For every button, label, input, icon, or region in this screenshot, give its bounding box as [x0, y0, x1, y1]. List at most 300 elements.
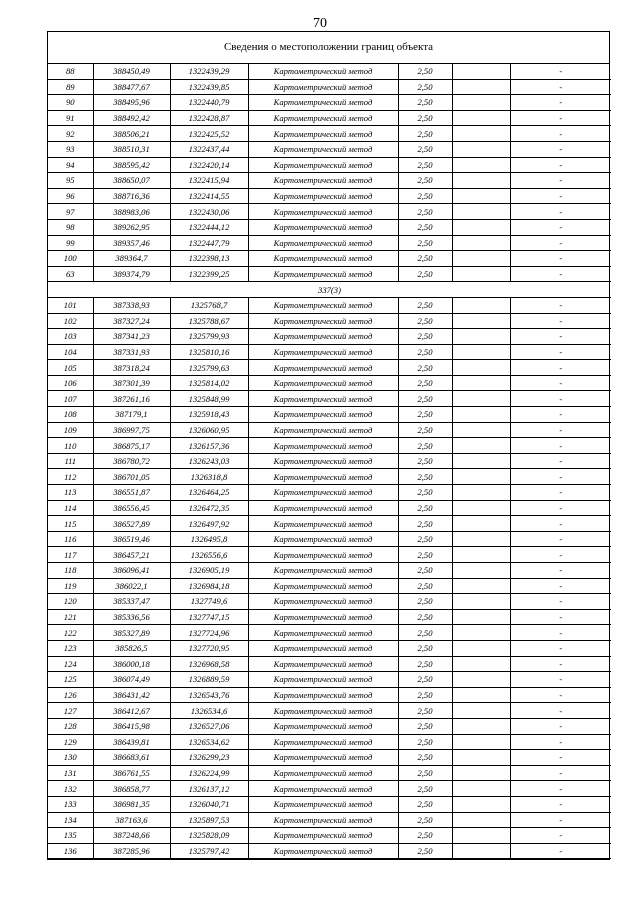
- x-coordinate-cell: 386415,98: [93, 718, 170, 734]
- y-coordinate-cell: 1322430,06: [170, 204, 248, 220]
- description-cell: -: [510, 141, 611, 157]
- description-cell: -: [510, 547, 611, 563]
- y-coordinate-cell: 1326556,6: [170, 547, 248, 563]
- method-cell: Картометрический метод: [248, 219, 398, 235]
- x-coordinate-cell: 389374,79: [93, 266, 170, 282]
- point-number-cell: 133: [48, 796, 93, 812]
- x-coordinate-cell: 388716,36: [93, 188, 170, 204]
- point-number-cell: 102: [48, 313, 93, 329]
- x-coordinate-cell: 386997,75: [93, 422, 170, 438]
- point-number-cell: 109: [48, 422, 93, 438]
- description-cell: -: [510, 64, 611, 79]
- accuracy-cell: 2,50: [398, 609, 452, 625]
- y-coordinate-cell: 1326905,19: [170, 563, 248, 579]
- method-cell: Картометрический метод: [248, 141, 398, 157]
- x-coordinate-cell: 385337,47: [93, 594, 170, 610]
- coordinates-table-body: [48, 64, 611, 859]
- table-row: [48, 79, 611, 95]
- y-coordinate-cell: 1326464,25: [170, 485, 248, 501]
- y-coordinate-cell: 1326137,12: [170, 781, 248, 797]
- x-coordinate-cell: 389262,95: [93, 219, 170, 235]
- y-coordinate-cell: 1325788,67: [170, 313, 248, 329]
- method-cell: Картометрический метод: [248, 110, 398, 126]
- description-cell: -: [510, 95, 611, 111]
- point-number-cell: 127: [48, 703, 93, 719]
- x-coordinate-cell: 386022,1: [93, 578, 170, 594]
- method-cell: Картометрический метод: [248, 750, 398, 766]
- table-row: [48, 656, 611, 672]
- description-cell: -: [510, 578, 611, 594]
- x-coordinate-cell: 386875,17: [93, 438, 170, 454]
- x-coordinate-cell: 387248,66: [93, 828, 170, 844]
- method-cell: Картометрический метод: [248, 734, 398, 750]
- table-row: [48, 516, 611, 532]
- accuracy-cell: 2,50: [398, 188, 452, 204]
- description-cell: -: [510, 687, 611, 703]
- method-cell: Картометрический метод: [248, 297, 398, 313]
- point-number-cell: 103: [48, 329, 93, 345]
- method-cell: Картометрический метод: [248, 781, 398, 797]
- description-cell: -: [510, 266, 611, 282]
- description-cell: -: [510, 235, 611, 251]
- method-cell: Картометрический метод: [248, 485, 398, 501]
- point-number-cell: 88: [48, 64, 93, 79]
- table-row: [48, 750, 611, 766]
- extra-cell: [452, 796, 510, 812]
- accuracy-cell: 2,50: [398, 329, 452, 345]
- x-coordinate-cell: 388506,21: [93, 126, 170, 142]
- point-number-cell: 98: [48, 219, 93, 235]
- y-coordinate-cell: 1327747,15: [170, 609, 248, 625]
- point-number-cell: 104: [48, 344, 93, 360]
- point-number-cell: 105: [48, 360, 93, 376]
- table-row: [48, 812, 611, 828]
- table-row: [48, 407, 611, 423]
- extra-cell: [452, 578, 510, 594]
- method-cell: Картометрический метод: [248, 407, 398, 423]
- accuracy-cell: 2,50: [398, 266, 452, 282]
- table-row: [48, 251, 611, 267]
- description-cell: -: [510, 313, 611, 329]
- x-coordinate-cell: 388492,42: [93, 110, 170, 126]
- extra-cell: [452, 157, 510, 173]
- description-cell: -: [510, 734, 611, 750]
- method-cell: Картометрический метод: [248, 640, 398, 656]
- accuracy-cell: 2,50: [398, 422, 452, 438]
- table-row: [48, 110, 611, 126]
- table-row: [48, 718, 611, 734]
- table-row: [48, 594, 611, 610]
- description-cell: -: [510, 204, 611, 220]
- accuracy-cell: 2,50: [398, 812, 452, 828]
- y-coordinate-cell: 1326534,62: [170, 734, 248, 750]
- method-cell: Картометрический метод: [248, 126, 398, 142]
- point-number-cell: 90: [48, 95, 93, 111]
- method-cell: Картометрический метод: [248, 422, 398, 438]
- point-number-cell: 120: [48, 594, 93, 610]
- y-coordinate-cell: 1326318,8: [170, 469, 248, 485]
- accuracy-cell: 2,50: [398, 313, 452, 329]
- point-number-cell: 96: [48, 188, 93, 204]
- x-coordinate-cell: 386000,18: [93, 656, 170, 672]
- x-coordinate-cell: 386858,77: [93, 781, 170, 797]
- table-row: [48, 266, 611, 282]
- extra-cell: [452, 360, 510, 376]
- y-coordinate-cell: 1325810,16: [170, 344, 248, 360]
- extra-cell: [452, 828, 510, 844]
- extra-cell: [452, 781, 510, 797]
- y-coordinate-cell: 1326968,58: [170, 656, 248, 672]
- table-row: [48, 703, 611, 719]
- table-row: [48, 141, 611, 157]
- method-cell: Картометрический метод: [248, 344, 398, 360]
- extra-cell: [452, 344, 510, 360]
- method-cell: Картометрический метод: [248, 516, 398, 532]
- method-cell: Картометрический метод: [248, 625, 398, 641]
- description-cell: -: [510, 329, 611, 345]
- accuracy-cell: 2,50: [398, 547, 452, 563]
- description-cell: -: [510, 251, 611, 267]
- extra-cell: [452, 204, 510, 220]
- x-coordinate-cell: 385336,56: [93, 609, 170, 625]
- description-cell: -: [510, 485, 611, 501]
- x-coordinate-cell: 386096,41: [93, 563, 170, 579]
- point-number-cell: 118: [48, 563, 93, 579]
- description-cell: -: [510, 188, 611, 204]
- method-cell: Картометрический метод: [248, 687, 398, 703]
- description-cell: -: [510, 453, 611, 469]
- method-cell: Картометрический метод: [248, 251, 398, 267]
- extra-cell: [452, 469, 510, 485]
- description-cell: -: [510, 126, 611, 142]
- accuracy-cell: 2,50: [398, 344, 452, 360]
- y-coordinate-cell: 1327749,6: [170, 594, 248, 610]
- extra-cell: [452, 110, 510, 126]
- method-cell: Картометрический метод: [248, 547, 398, 563]
- accuracy-cell: 2,50: [398, 656, 452, 672]
- description-cell: -: [510, 110, 611, 126]
- extra-cell: [452, 64, 510, 79]
- accuracy-cell: 2,50: [398, 625, 452, 641]
- table-row: [48, 297, 611, 313]
- extra-cell: [452, 750, 510, 766]
- method-cell: Картометрический метод: [248, 64, 398, 79]
- page-number: 70: [313, 16, 327, 31]
- y-coordinate-cell: 1322444,12: [170, 219, 248, 235]
- description-cell: -: [510, 718, 611, 734]
- point-number-cell: 132: [48, 781, 93, 797]
- method-cell: Картометрический метод: [248, 718, 398, 734]
- point-number-cell: 107: [48, 391, 93, 407]
- description-cell: -: [510, 469, 611, 485]
- description-cell: -: [510, 391, 611, 407]
- method-cell: Картометрический метод: [248, 796, 398, 812]
- description-cell: -: [510, 703, 611, 719]
- accuracy-cell: 2,50: [398, 391, 452, 407]
- point-number-cell: 125: [48, 672, 93, 688]
- point-number-cell: 122: [48, 625, 93, 641]
- x-coordinate-cell: 387285,96: [93, 843, 170, 859]
- description-cell: -: [510, 157, 611, 173]
- y-coordinate-cell: 1322439,29: [170, 64, 248, 79]
- x-coordinate-cell: 386683,61: [93, 750, 170, 766]
- description-cell: -: [510, 360, 611, 376]
- accuracy-cell: 2,50: [398, 594, 452, 610]
- point-number-cell: 111: [48, 453, 93, 469]
- x-coordinate-cell: 386556,45: [93, 500, 170, 516]
- y-coordinate-cell: 1325814,02: [170, 375, 248, 391]
- extra-cell: [452, 672, 510, 688]
- point-number-cell: 93: [48, 141, 93, 157]
- table-row: [48, 188, 611, 204]
- table-row: [48, 672, 611, 688]
- method-cell: Картометрический метод: [248, 204, 398, 220]
- extra-cell: [452, 266, 510, 282]
- y-coordinate-cell: 1326497,92: [170, 516, 248, 532]
- point-number-cell: 126: [48, 687, 93, 703]
- table-row: [48, 453, 611, 469]
- y-coordinate-cell: 1326527,06: [170, 718, 248, 734]
- description-cell: -: [510, 516, 611, 532]
- description-cell: -: [510, 812, 611, 828]
- accuracy-cell: 2,50: [398, 64, 452, 79]
- extra-cell: [452, 765, 510, 781]
- method-cell: Картометрический метод: [248, 812, 398, 828]
- description-cell: -: [510, 375, 611, 391]
- extra-cell: [452, 251, 510, 267]
- table-row: [48, 843, 611, 859]
- extra-cell: [452, 609, 510, 625]
- y-coordinate-cell: 1326984,18: [170, 578, 248, 594]
- y-coordinate-cell: 1322399,25: [170, 266, 248, 282]
- table-row: [48, 375, 611, 391]
- method-cell: Картометрический метод: [248, 391, 398, 407]
- y-coordinate-cell: 1326157,36: [170, 438, 248, 454]
- y-coordinate-cell: 1326543,76: [170, 687, 248, 703]
- accuracy-cell: 2,50: [398, 126, 452, 142]
- x-coordinate-cell: 387318,24: [93, 360, 170, 376]
- accuracy-cell: 2,50: [398, 438, 452, 454]
- x-coordinate-cell: 386439,81: [93, 734, 170, 750]
- extra-cell: [452, 531, 510, 547]
- point-number-cell: 100: [48, 251, 93, 267]
- y-coordinate-cell: 1322425,52: [170, 126, 248, 142]
- table-row: [48, 609, 611, 625]
- accuracy-cell: 2,50: [398, 563, 452, 579]
- description-cell: -: [510, 422, 611, 438]
- table-row: [48, 157, 611, 173]
- extra-cell: [452, 594, 510, 610]
- description-cell: -: [510, 672, 611, 688]
- y-coordinate-cell: 1326889,59: [170, 672, 248, 688]
- extra-cell: [452, 391, 510, 407]
- method-cell: Картометрический метод: [248, 95, 398, 111]
- table-row: [48, 95, 611, 111]
- table-row: [48, 765, 611, 781]
- extra-cell: [452, 718, 510, 734]
- table-row: [48, 578, 611, 594]
- accuracy-cell: 2,50: [398, 95, 452, 111]
- y-coordinate-cell: 1325828,09: [170, 828, 248, 844]
- extra-cell: [452, 126, 510, 142]
- x-coordinate-cell: 389364,7: [93, 251, 170, 267]
- y-coordinate-cell: 1327720,95: [170, 640, 248, 656]
- table-row: [48, 126, 611, 142]
- method-cell: Картометрический метод: [248, 313, 398, 329]
- y-coordinate-cell: 1326534,6: [170, 703, 248, 719]
- accuracy-cell: 2,50: [398, 173, 452, 189]
- x-coordinate-cell: 386780,72: [93, 453, 170, 469]
- table-row: [48, 64, 611, 79]
- accuracy-cell: 2,50: [398, 781, 452, 797]
- method-cell: Картометрический метод: [248, 828, 398, 844]
- extra-cell: [452, 453, 510, 469]
- extra-cell: [452, 563, 510, 579]
- description-cell: -: [510, 781, 611, 797]
- y-coordinate-cell: 1325768,7: [170, 297, 248, 313]
- extra-cell: [452, 438, 510, 454]
- description-cell: -: [510, 219, 611, 235]
- extra-cell: [452, 297, 510, 313]
- point-number-cell: 115: [48, 516, 93, 532]
- x-coordinate-cell: 386527,89: [93, 516, 170, 532]
- table-title: Сведения о местоположении границ объекта: [48, 32, 609, 64]
- method-cell: Картометрический метод: [248, 235, 398, 251]
- table-row: [48, 469, 611, 485]
- table-row: [48, 360, 611, 376]
- method-cell: Картометрический метод: [248, 843, 398, 859]
- y-coordinate-cell: 1326224,99: [170, 765, 248, 781]
- table-row: [48, 204, 611, 220]
- point-number-cell: 124: [48, 656, 93, 672]
- description-cell: -: [510, 531, 611, 547]
- accuracy-cell: 2,50: [398, 157, 452, 173]
- point-number-cell: 129: [48, 734, 93, 750]
- description-cell: -: [510, 344, 611, 360]
- table-row: [48, 313, 611, 329]
- accuracy-cell: 2,50: [398, 79, 452, 95]
- table-row: [48, 531, 611, 547]
- x-coordinate-cell: 386412,67: [93, 703, 170, 719]
- description-cell: -: [510, 609, 611, 625]
- x-coordinate-cell: 388450,49: [93, 64, 170, 79]
- point-number-cell: 92: [48, 126, 93, 142]
- extra-cell: [452, 375, 510, 391]
- x-coordinate-cell: 386457,21: [93, 547, 170, 563]
- x-coordinate-cell: 388510,31: [93, 141, 170, 157]
- table-row: [48, 422, 611, 438]
- accuracy-cell: 2,50: [398, 297, 452, 313]
- extra-cell: [452, 188, 510, 204]
- description-cell: -: [510, 79, 611, 95]
- accuracy-cell: 2,50: [398, 672, 452, 688]
- description-cell: -: [510, 625, 611, 641]
- y-coordinate-cell: 1322398,13: [170, 251, 248, 267]
- x-coordinate-cell: 386431,42: [93, 687, 170, 703]
- extra-cell: [452, 141, 510, 157]
- table-row: [48, 563, 611, 579]
- table-row: [48, 625, 611, 641]
- accuracy-cell: 2,50: [398, 843, 452, 859]
- table-row: [48, 391, 611, 407]
- y-coordinate-cell: 1322440,79: [170, 95, 248, 111]
- method-cell: Картометрический метод: [248, 500, 398, 516]
- y-coordinate-cell: 1325918,43: [170, 407, 248, 423]
- extra-cell: [452, 407, 510, 423]
- description-cell: -: [510, 173, 611, 189]
- description-cell: -: [510, 297, 611, 313]
- description-cell: -: [510, 500, 611, 516]
- y-coordinate-cell: 1325799,63: [170, 360, 248, 376]
- x-coordinate-cell: 386701,05: [93, 469, 170, 485]
- method-cell: Картометрический метод: [248, 703, 398, 719]
- accuracy-cell: 2,50: [398, 750, 452, 766]
- accuracy-cell: 2,50: [398, 828, 452, 844]
- x-coordinate-cell: 388983,06: [93, 204, 170, 220]
- extra-cell: [452, 703, 510, 719]
- accuracy-cell: 2,50: [398, 485, 452, 501]
- method-cell: Картометрический метод: [248, 765, 398, 781]
- point-number-cell: 112: [48, 469, 93, 485]
- y-coordinate-cell: 1325797,42: [170, 843, 248, 859]
- accuracy-cell: 2,50: [398, 360, 452, 376]
- point-number-cell: 131: [48, 765, 93, 781]
- point-number-cell: 119: [48, 578, 93, 594]
- point-number-cell: 99: [48, 235, 93, 251]
- point-number-cell: 101: [48, 297, 93, 313]
- x-coordinate-cell: 387179,1: [93, 407, 170, 423]
- method-cell: Картометрический метод: [248, 329, 398, 345]
- extra-cell: [452, 640, 510, 656]
- x-coordinate-cell: 387331,93: [93, 344, 170, 360]
- accuracy-cell: 2,50: [398, 765, 452, 781]
- point-number-cell: 130: [48, 750, 93, 766]
- method-cell: Картометрический метод: [248, 266, 398, 282]
- x-coordinate-cell: 387261,16: [93, 391, 170, 407]
- y-coordinate-cell: 1326472,35: [170, 500, 248, 516]
- method-cell: Картометрический метод: [248, 578, 398, 594]
- x-coordinate-cell: 388495,96: [93, 95, 170, 111]
- method-cell: Картометрический метод: [248, 672, 398, 688]
- section-header-row: [48, 282, 611, 298]
- description-cell: -: [510, 563, 611, 579]
- accuracy-cell: 2,50: [398, 687, 452, 703]
- point-number-cell: 110: [48, 438, 93, 454]
- table-row: [48, 219, 611, 235]
- description-cell: -: [510, 843, 611, 859]
- accuracy-cell: 2,50: [398, 219, 452, 235]
- accuracy-cell: 2,50: [398, 110, 452, 126]
- point-number-cell: 114: [48, 500, 93, 516]
- extra-cell: [452, 812, 510, 828]
- extra-cell: [452, 625, 510, 641]
- table-row: [48, 485, 611, 501]
- accuracy-cell: 2,50: [398, 235, 452, 251]
- method-cell: Картометрический метод: [248, 453, 398, 469]
- extra-cell: [452, 313, 510, 329]
- description-cell: -: [510, 407, 611, 423]
- extra-cell: [452, 329, 510, 345]
- section-label: 337(3): [48, 282, 611, 298]
- point-number-cell: 128: [48, 718, 93, 734]
- table-row: [48, 438, 611, 454]
- accuracy-cell: 2,50: [398, 375, 452, 391]
- accuracy-cell: 2,50: [398, 703, 452, 719]
- accuracy-cell: 2,50: [398, 500, 452, 516]
- x-coordinate-cell: 386519,46: [93, 531, 170, 547]
- accuracy-cell: 2,50: [398, 453, 452, 469]
- point-number-cell: 97: [48, 204, 93, 220]
